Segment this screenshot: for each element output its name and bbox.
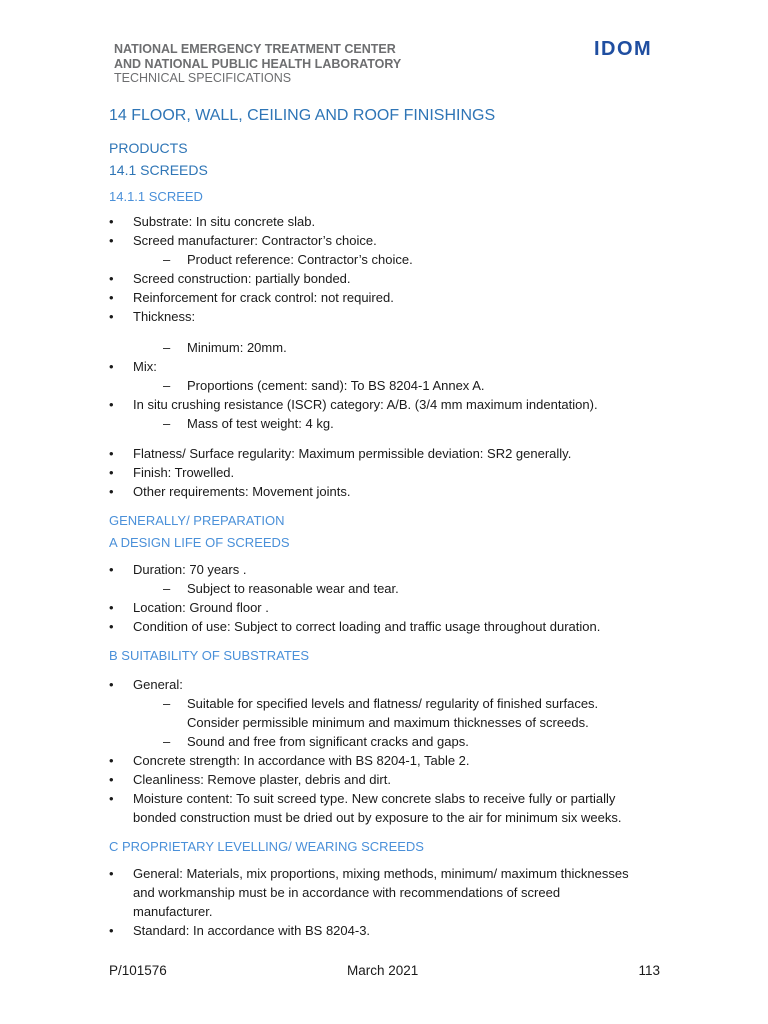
idom-logo: IDOM <box>594 38 653 60</box>
header-line-3: TECHNICAL SPECIFICATIONS <box>114 71 292 85</box>
sub-item-text: Proportions (cement: sand): To BS 8204-1 Annex A. <box>187 378 485 393</box>
list-item: • Screed construction: partially bonded. <box>109 269 669 288</box>
dash: – <box>163 696 171 711</box>
header-line-2: AND NATIONAL PUBLIC HEALTH LABORATORY <box>114 56 402 71</box>
dash: – <box>163 734 171 749</box>
sub-item <box>109 250 669 269</box>
list-item: • Screed manufacturer: Contractor’s choice. <box>109 231 669 250</box>
list-item: • General: Materials, mix proportions, mixing methods, minimum/ maximum thicknesses <box>109 864 669 883</box>
products-heading: PRODUCTS <box>109 140 188 156</box>
project-reference: P/101576 <box>109 963 167 978</box>
list-item: • In situ crushing resistance (ISCR) category: A/B. (3/4 mm maximum indentation). <box>109 395 669 414</box>
sub-item-text: Suitable for specified levels and flatness/ regularity of finished surfaces. <box>187 696 599 711</box>
dash: – <box>163 416 171 431</box>
list-item: • General: <box>109 675 669 694</box>
list-item: • Thickness: <box>109 307 669 326</box>
list-item: • Moisture content: To suit screed type. New concrete slabs to receive fully or partially <box>109 789 669 808</box>
list-item: • Location: Ground floor . <box>109 598 669 617</box>
list-item: • Standard: In accordance with BS 8204-3. <box>109 921 669 940</box>
suitability-list <box>109 675 669 827</box>
design-life-heading: A DESIGN LIFE OF SCREEDS <box>109 535 290 550</box>
screed-list <box>109 212 669 501</box>
list-item-continuation: and workmanship must be in accordance with recommendations of screed <box>133 885 561 900</box>
sub-item <box>109 732 669 751</box>
sub-item-text: Subject to reasonable wear and tear. <box>187 581 399 596</box>
generally-heading: GENERALLY/ PREPARATION <box>109 513 285 528</box>
page-header <box>114 42 401 86</box>
section-title: 14 FLOOR, WALL, CEILING AND ROOF FINISHINGS <box>109 107 496 124</box>
header-line-1: NATIONAL EMERGENCY TREATMENT CENTER <box>114 42 396 56</box>
proprietary-list <box>109 864 669 940</box>
sub-item <box>109 579 669 598</box>
list-item: • Condition of use: Subject to correct loading and traffic usage throughout duration. <box>109 617 669 636</box>
sub-item <box>109 694 669 713</box>
dash: – <box>163 252 171 267</box>
list-item: • Other requirements: Movement joints. <box>109 482 669 501</box>
sub-item-text: Minimum: 20mm. <box>187 340 287 355</box>
sub-item <box>109 338 669 357</box>
footer-date: March 2021 <box>347 963 419 978</box>
list-item: • Duration: 70 years . <box>109 560 669 579</box>
sub-item-continuation: Consider permissible minimum and maximum thicknesses of screeds. <box>187 715 589 730</box>
sub-item <box>109 376 669 395</box>
list-item: • Cleanliness: Remove plaster, debris and dirt. <box>109 770 669 789</box>
sub-item <box>109 414 669 433</box>
screeds-heading: 14.1 SCREEDS <box>109 162 208 178</box>
suitability-heading: B SUITABILITY OF SUBSTRATES <box>109 648 310 663</box>
sub-item-text: Mass of test weight: 4 kg. <box>187 416 334 431</box>
sub-item-text: Sound and free from significant cracks and gaps. <box>187 734 469 749</box>
list-item: • Finish: Trowelled. <box>109 463 669 482</box>
design-life-list <box>109 560 669 636</box>
page-number: 113 <box>638 963 660 978</box>
sub-item-text: Product reference: Contractor’s choice. <box>187 252 413 267</box>
list-item: • Flatness/ Surface regularity: Maximum permissible deviation: SR2 generally. <box>109 444 669 463</box>
dash: – <box>163 378 171 393</box>
list-item: • Reinforcement for crack control: not required. <box>109 288 669 307</box>
dash: – <box>163 340 171 355</box>
screed-heading: 14.1.1 SCREED <box>109 189 203 204</box>
document-body <box>109 105 669 940</box>
list-item: • Concrete strength: In accordance with BS 8204-1, Table 2. <box>109 751 669 770</box>
proprietary-heading: C PROPRIETARY LEVELLING/ WEARING SCREEDS <box>109 839 424 854</box>
list-item: • Mix: <box>109 357 669 376</box>
dash: – <box>163 581 171 596</box>
list-item-continuation: manufacturer. <box>133 904 213 919</box>
list-item: • Substrate: In situ concrete slab. <box>109 212 669 231</box>
list-item-continuation: bonded construction must be dried out by exposure to the air for minimum six weeks. <box>133 810 622 825</box>
